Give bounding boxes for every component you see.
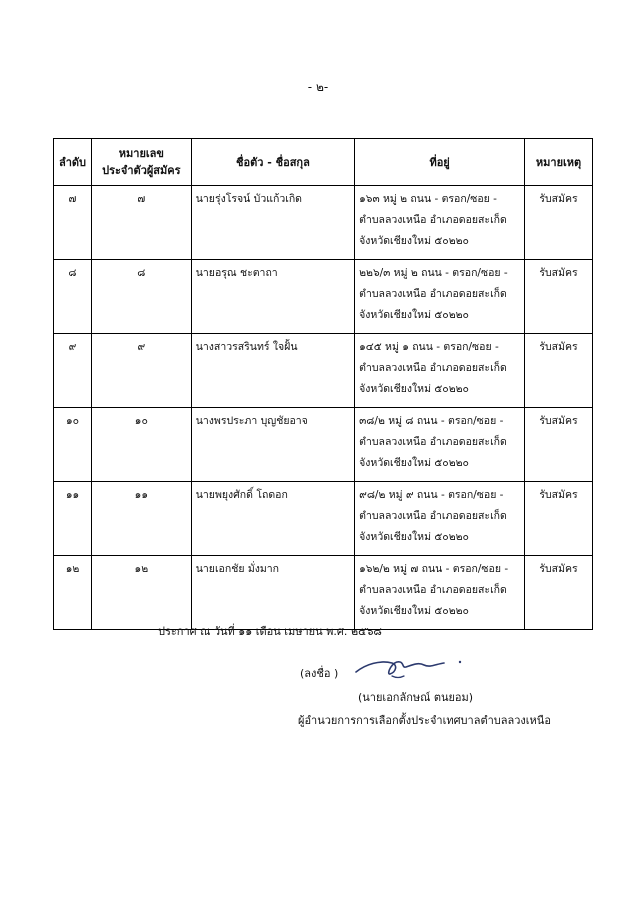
header-candidate-number-line1: หมายเลข [118,147,164,160]
signer-title: ผู้อำนวยการการเลือกตั้งประจำเทศบาลตำบลลวงเหนือ [298,714,551,727]
address-line: ๑๖๓ หมู่ ๒ ถนน - ตรอก/ซอย - [359,193,497,205]
cell-candidate-number: ๑๑ [91,482,191,556]
cell-candidate-number: ๙ [91,334,191,408]
address-line: ๑๔๕ หมู่ ๑ ถนน - ตรอก/ซอย - [359,341,499,353]
header-address: ที่อยู่ [355,139,525,186]
announcement-date: ประกาศ ณ วันที่ ๑๑ เดือน เมษายน พ.ศ. ๒๕๖๘ [158,625,382,638]
cell-address [355,408,525,482]
handwritten-signature [352,650,472,682]
cell-candidate-number: ๗ [91,186,191,260]
cell-note: รับสมัคร [525,186,593,260]
header-no: ลำดับ [54,139,92,186]
address-line: ๓๘/๒ หมู่ ๘ ถนน - ตรอก/ซอย - [359,415,504,427]
cell-address [355,334,525,408]
cell-note: รับสมัคร [525,482,593,556]
cell-note: รับสมัคร [525,408,593,482]
cell-address [355,186,525,260]
header-candidate-number [91,139,191,186]
address-line: จังหวัดเชียงใหม่ ๕๐๒๒๐ [359,309,469,321]
address-line: ตำบลลวงเหนือ อำเภอดอยสะเก็ด [359,214,507,226]
header-name: ชื่อตัว - ชื่อสกุล [191,139,354,186]
address-line: ตำบลลวงเหนือ อำเภอดอยสะเก็ด [359,584,507,596]
cell-no: ๙ [54,334,92,408]
address-line: ตำบลลวงเหนือ อำเภอดอยสะเก็ด [359,288,507,300]
address-line: ตำบลลวงเหนือ อำเภอดอยสะเก็ด [359,436,507,448]
candidate-table [53,138,593,630]
address-line: จังหวัดเชียงใหม่ ๕๐๒๒๐ [359,605,469,617]
address-line: จังหวัดเชียงใหม่ ๕๐๒๒๐ [359,383,469,395]
address-line: ๑๖๒/๒ หมู่ ๗ ถนน - ตรอก/ซอย - [359,563,509,575]
cell-name: นางสาวรสรินทร์ ใจฝั้น [191,334,354,408]
address-line: จังหวัดเชียงใหม่ ๕๐๒๒๐ [359,235,469,247]
cell-no: ๑๒ [54,556,92,630]
cell-address [355,556,525,630]
cell-name: นายเอกชัย มั่งมาก [191,556,354,630]
table-row [54,334,593,408]
table-row [54,260,593,334]
cell-candidate-number: ๑๒ [91,556,191,630]
cell-no: ๑๐ [54,408,92,482]
table-header-row [54,139,593,186]
table-row [54,408,593,482]
cell-name: นายรุ่งโรจน์ บัวแก้วเกิด [191,186,354,260]
address-line: ๒๒๖/๓ หมู่ ๒ ถนน - ตรอก/ซอย - [359,267,508,279]
address-line: จังหวัดเชียงใหม่ ๕๐๒๒๐ [359,457,469,469]
cell-name: นางพรประภา บุญชัยอาจ [191,408,354,482]
cell-no: ๘ [54,260,92,334]
signer-name: (นายเอกลักษณ์ ตนยอม) [358,691,474,704]
address-line: ๙๘/๒ หมู่ ๙ ถนน - ตรอก/ซอย - [359,489,504,501]
signature-label: (ลงชื่อ ) [300,667,339,680]
address-line: ตำบลลวงเหนือ อำเภอดอยสะเก็ด [359,362,507,374]
cell-note: รับสมัคร [525,260,593,334]
address-line: ตำบลลวงเหนือ อำเภอดอยสะเก็ด [359,510,507,522]
table-row [54,556,593,630]
cell-no: ๑๑ [54,482,92,556]
cell-address [355,482,525,556]
table-row [54,482,593,556]
cell-address [355,260,525,334]
cell-note: รับสมัคร [525,556,593,630]
page-number: - ๒- [307,80,329,94]
cell-name: นายอรุณ ชะตาถา [191,260,354,334]
cell-candidate-number: ๑๐ [91,408,191,482]
table-row [54,186,593,260]
header-candidate-number-line2: ประจำตัวผู้สมัคร [102,164,181,177]
cell-name: นายพยุงศักดิ์ โถดอก [191,482,354,556]
address-line: จังหวัดเชียงใหม่ ๕๐๒๒๐ [359,531,469,543]
cell-no: ๗ [54,186,92,260]
header-note: หมายเหตุ [525,139,593,186]
cell-note: รับสมัคร [525,334,593,408]
cell-candidate-number: ๘ [91,260,191,334]
